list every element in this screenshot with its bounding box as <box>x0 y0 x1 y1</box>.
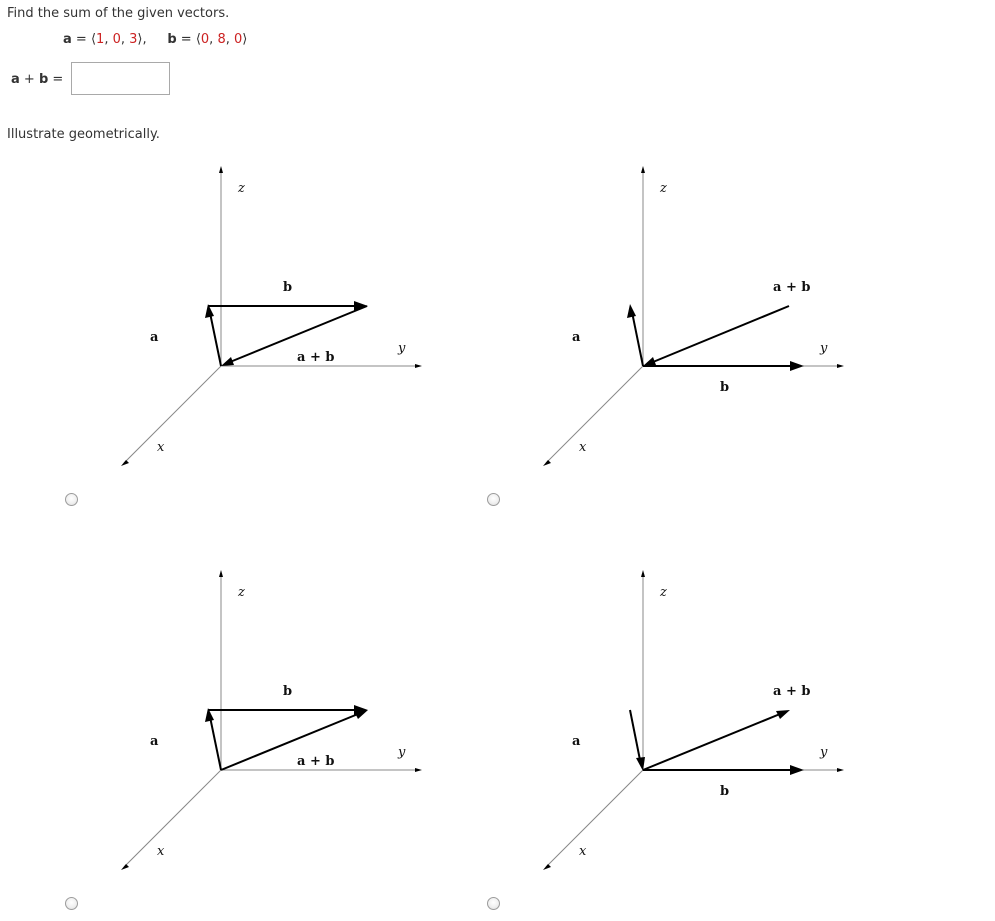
option-3-z-axis-arrowhead <box>219 570 223 577</box>
option-2-x-axis <box>546 366 643 463</box>
option-4-x-label: x <box>579 844 587 859</box>
option-1-x-label: x <box>157 440 165 455</box>
option-1-x-axis-arrowhead <box>121 460 129 466</box>
vector-b-equals: = <box>180 32 192 47</box>
sum-label-a: a <box>11 72 20 87</box>
option-2-ab-label: a + b <box>773 280 811 295</box>
sum-label-b: b <box>38 72 49 87</box>
option-2-a-label: a <box>572 330 581 345</box>
option-2-radio[interactable] <box>487 493 500 506</box>
option-4-y-label: y <box>820 745 828 760</box>
option-1-z-axis-arrowhead <box>219 166 223 173</box>
option-2-vector-ab-arrowhead <box>643 357 656 366</box>
option-3-radio[interactable] <box>65 897 78 910</box>
question-prompt: Find the sum of the given vectors. <box>7 6 230 21</box>
option-4-a-label: a <box>572 734 581 749</box>
option-2-z-axis-arrowhead <box>641 166 645 173</box>
option-2-x-axis-arrowhead <box>543 460 551 466</box>
option-2-vector-ab <box>653 306 789 362</box>
option-3-a-label: a <box>150 734 159 749</box>
option-4-figure <box>522 564 862 884</box>
option-1-z-label: z <box>238 181 245 196</box>
vector-a-component-3: 3 <box>129 32 138 47</box>
option-1-b-label: b <box>283 280 293 295</box>
option-3-b-label: b <box>283 684 293 699</box>
vector-a-open-bracket: ⟨ <box>90 32 97 47</box>
vector-b-label: b <box>167 32 177 47</box>
option-2-y-axis-arrowhead <box>837 364 844 368</box>
illustrate-text: Illustrate geometrically. <box>7 127 160 142</box>
vector-b-open-bracket: ⟨ <box>195 32 201 47</box>
option-3-figure <box>100 564 440 884</box>
option-4-b-label: b <box>720 784 730 799</box>
option-3-vector-ab <box>221 714 358 770</box>
option-2-vector-a-arrowhead <box>627 304 636 318</box>
option-1-x-axis <box>124 366 221 463</box>
option-2-x-label: x <box>579 440 587 455</box>
option-2-b-label: b <box>720 380 730 395</box>
option-4-y-axis-arrowhead <box>837 768 844 772</box>
option-1-radio[interactable] <box>65 493 78 506</box>
option-4-axes <box>546 574 840 867</box>
option-1-vector-ab-arrowhead <box>221 357 234 366</box>
option-2-vector-b-arrowhead <box>790 361 804 371</box>
option-3-x-axis-arrowhead <box>121 864 129 870</box>
option-1-y-label: y <box>398 341 406 356</box>
vector-b-close-bracket: ⟩ <box>242 32 248 47</box>
option-2-z-label: z <box>660 181 667 196</box>
option-4-z-axis-arrowhead <box>641 570 645 577</box>
option-4-x-axis-arrowhead <box>543 864 551 870</box>
option-3-z-label: z <box>238 585 245 600</box>
option-2-figure <box>522 160 862 480</box>
option-2-vector-a <box>632 312 643 366</box>
option-4-vector-ab <box>643 714 780 770</box>
vector-a-label: a <box>63 32 72 47</box>
option-4-vector-ab-arrowhead <box>776 710 790 719</box>
option-3-x-label: x <box>157 844 165 859</box>
option-3-axes <box>124 574 418 867</box>
option-3-x-axis <box>124 770 221 867</box>
sum-label <box>11 72 63 87</box>
option-3-ab-label: a + b <box>297 754 335 769</box>
option-4-radio[interactable] <box>487 897 500 910</box>
option-4-vector-b-arrowhead <box>790 765 804 775</box>
option-4-ab-label: a + b <box>773 684 811 699</box>
option-1-ab-label: a + b <box>297 350 335 365</box>
answer-input[interactable] <box>71 62 170 95</box>
option-3-y-label: y <box>398 745 406 760</box>
option-2-y-label: y <box>820 341 828 356</box>
vector-b-component-1: 0 <box>200 32 210 47</box>
option-1-axes <box>124 170 418 463</box>
vector-a-close-bracket: ⟩, <box>137 32 147 47</box>
vector-b-component-3: 0 <box>233 32 243 47</box>
option-2-axes <box>546 170 840 463</box>
option-3-y-axis-arrowhead <box>415 768 422 772</box>
vector-a-equals: = <box>75 32 87 47</box>
option-3-vector-ab-arrowhead <box>354 710 368 719</box>
option-4-z-label: z <box>660 585 667 600</box>
vector-a-component-2: 0 <box>112 32 121 47</box>
vector-a-component-1: 1 <box>96 32 105 47</box>
option-1-y-axis-arrowhead <box>415 364 422 368</box>
option-4-vector-a <box>630 710 640 760</box>
option-1-a-label: a <box>150 330 159 345</box>
vector-b-component-2: 8 <box>217 32 226 47</box>
vector-definitions: a = ⟨1, 0, 3⟩, b = ⟨0, 8, 0⟩ <box>63 32 248 47</box>
sum-label-equals: = <box>52 72 64 87</box>
option-4-x-axis <box>546 770 643 867</box>
sum-label-plus: + <box>23 72 35 87</box>
option-1-figure <box>100 160 440 480</box>
